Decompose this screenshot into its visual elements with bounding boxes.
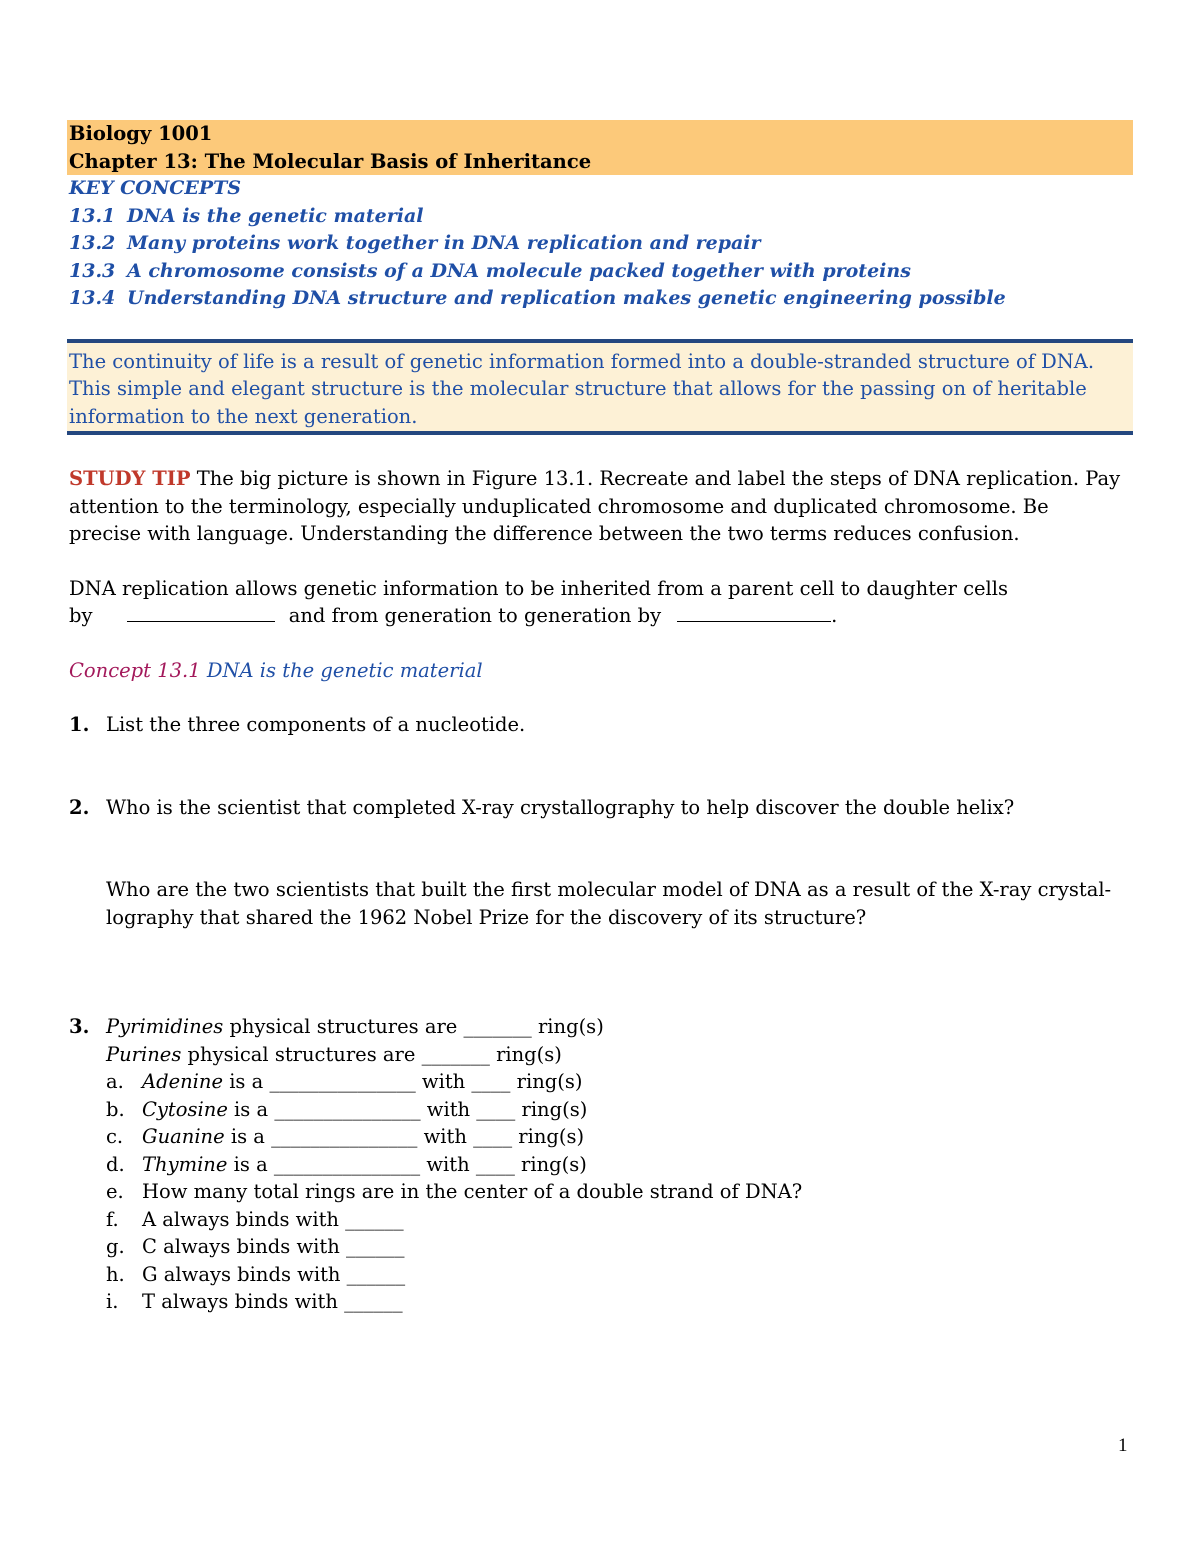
- study-tip: [69, 465, 1133, 548]
- document-page: [69, 120, 1133, 1316]
- sub-question-b: b. Cytosine is a _______________ with ____ ring(s): [106, 1097, 588, 1121]
- sub-question-f: f. A always binds with ______: [106, 1207, 404, 1231]
- dna-replication-text: DNA replication allows genetic information to be inherited from a parent cell to daughter cells: [69, 576, 1009, 600]
- key-concepts: [69, 175, 1133, 313]
- key-concepts-heading: KEY CONCEPTS: [69, 177, 241, 199]
- question-number: 2.: [69, 795, 90, 819]
- sub-question-h: h. G always binds with ______: [106, 1262, 406, 1286]
- sub-question-a: a. Adenine is a _______________ with ____ ring(s): [106, 1070, 583, 1093]
- key-concept-item: 13.4 Understanding DNA structure and replication makes genetic engineering possible: [69, 287, 1006, 309]
- key-concept-item: 13.3 A chromosome consists of a DNA molecule packed together with proteins: [69, 259, 911, 282]
- study-tip-text: The big picture is shown in Figure 13.1. Recreate and label the steps of DNA replication. Pay: [190, 467, 1121, 490]
- answer-blank[interactable]: [127, 607, 275, 622]
- sub-question-i: i. T always binds with ______: [106, 1290, 403, 1313]
- question-1: [69, 711, 1133, 739]
- question-text: Who is the scientist that completed X-ray crystallography to help discover the double helix?: [106, 795, 1015, 819]
- study-tip-label: STUDY TIP: [69, 467, 191, 490]
- question-3: 3. Pyrimidines physical structures are _______ ring(s) Purines physical structures are _______ ring(s): [69, 1015, 604, 1066]
- sub-question-e: e. How many total rings are in the center of a double strand of DNA?: [106, 1180, 803, 1203]
- sub-question-d: d. Thymine is a _______________ with ____ ring(s): [106, 1152, 587, 1176]
- key-concept-item: 13.2 Many proteins work together in DNA replication and repair: [69, 232, 761, 254]
- dna-replication-fill-in: DNA replication allows genetic information to be inherited from a parent cell to daughter cells by and from generation to generation by .: [69, 575, 1133, 630]
- study-tip-text: precise with language. Understanding the difference between the two terms reduces confusion.: [69, 522, 1020, 545]
- continuity-callout: [67, 339, 1133, 436]
- question-text: Who are the two scientists that built the first molecular model of DNA as a result of the X-ray crystal-: [106, 878, 1112, 901]
- question-text: lography that shared the 1962 Nobel Prize for the discovery of its structure?: [106, 905, 867, 929]
- continuity-line: The continuity of life is a result of genetic information formed into a double-stranded structure of DNA.: [69, 349, 1095, 373]
- concept-title: DNA is the genetic material: [200, 658, 483, 682]
- question-number: 1.: [69, 713, 90, 736]
- concept-heading: [69, 657, 1133, 685]
- header-band: [67, 120, 1133, 175]
- continuity-line: information to the next generation.: [69, 404, 418, 428]
- study-tip-text: attention to the terminology, especially unduplicated chromosome and duplicated chromosome. Be: [69, 494, 1049, 518]
- question-text: List the three components of a nucleotide.: [106, 713, 526, 736]
- concept-label: Concept 13.1: [69, 658, 201, 682]
- continuity-line: This simple and elegant structure is the molecular structure that allows for the passing on of heritable: [69, 377, 1087, 400]
- sub-question-g: g. C always binds with ______: [106, 1235, 405, 1258]
- sub-question-c: c. Guanine is a _______________ with ____ ring(s): [106, 1125, 585, 1148]
- key-concept-item: 13.1 DNA is the genetic material: [69, 204, 424, 227]
- course-title: Biology 1001: [69, 122, 213, 145]
- question-2-followup: [69, 876, 1133, 931]
- chapter-title: Chapter 13: The Molecular Basis of Inheritance: [69, 149, 592, 173]
- page-number: 1: [1118, 1435, 1128, 1456]
- answer-blank[interactable]: [677, 607, 831, 622]
- question-number: 3.: [69, 1015, 90, 1038]
- question-2: [69, 794, 1133, 822]
